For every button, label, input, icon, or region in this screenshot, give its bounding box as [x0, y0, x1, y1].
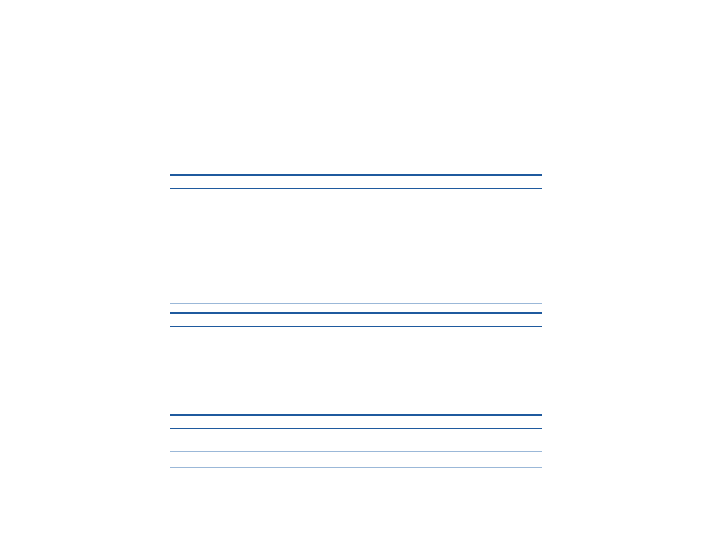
transition-header-bar: [170, 414, 542, 429]
divider: [170, 451, 542, 452]
header-row-top: [170, 174, 542, 189]
divider: [170, 467, 542, 468]
divider: [170, 303, 542, 304]
ionic-radii-table: [170, 156, 542, 522]
header-row-mid: [170, 312, 542, 327]
